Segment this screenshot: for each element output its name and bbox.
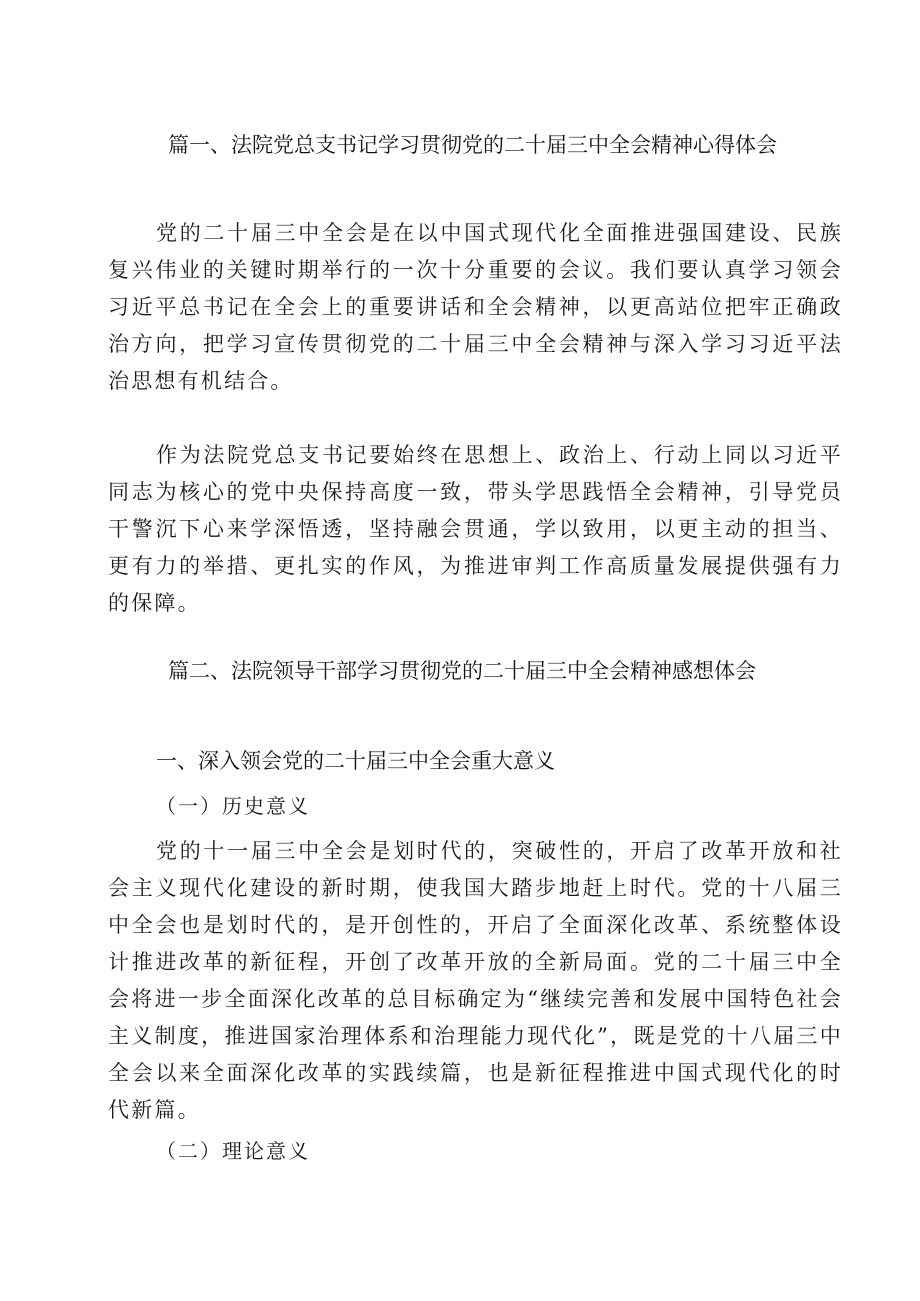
sub-heading-historical-significance: （一）历史意义 bbox=[156, 794, 310, 818]
part-one-heading: 一、深入领会党的二十届三中全会重大意义 bbox=[156, 749, 555, 773]
section-one-paragraph-2: 作为法院党总支书记要始终在思想上、政治上、行动上同以习近平同志为核心的党中央保持高度一致，带头学思践悟全会精神，引导党员干警沉下心来学深悟透，坚持融会贯通，学以致用，以更主动的担当、更有力的举措、更扎实的作风，为推进审判工作高质量发展提供强有力的保障。 bbox=[108, 443, 843, 615]
section-two-title: 篇二、法院领导干部学习贯彻党的二十届三中全会精神感想体会 bbox=[168, 659, 756, 683]
section-one-paragraph-1: 党的二十届三中全会是在以中国式现代化全面推进强国建设、民族复兴伟业的关键时期举行的一次十分重要的会议。我们要认真学习领会习近平总书记在全会上的重要讲话和全会精神，以更高站位把牢正确政治方向，把学习宣传贯彻党的二十届三中全会精神与深入学习习近平法治思想有机结合。 bbox=[108, 221, 843, 393]
historical-significance-paragraph: 党的十一届三中全会是划时代的，突破性的，开启了改革开放和社会主义现代化建设的新时期，使我国大踏步地赶上时代。党的十八届三中全会也是划时代的，是开创性的，开启了全面深化改革、系统整体设计推进改革的新征程，开创了改革开放的全新局面。党的二十届三中全会将进一步全面深化改革的总目标确定为“继续完善和发展中国特色社会主义制度，推进国家治理体系和治理能力现代化”，既是党的十八届三中全会以来全面深化改革的实践续篇，也是新征程推进中国式现代化的时代新篇。 bbox=[108, 839, 843, 1122]
sub-heading-theoretical-significance: （二）理论意义 bbox=[156, 1139, 310, 1163]
section-one-title: 篇一、法院党总支书记学习贯彻党的二十届三中全会精神心得体会 bbox=[168, 133, 777, 157]
